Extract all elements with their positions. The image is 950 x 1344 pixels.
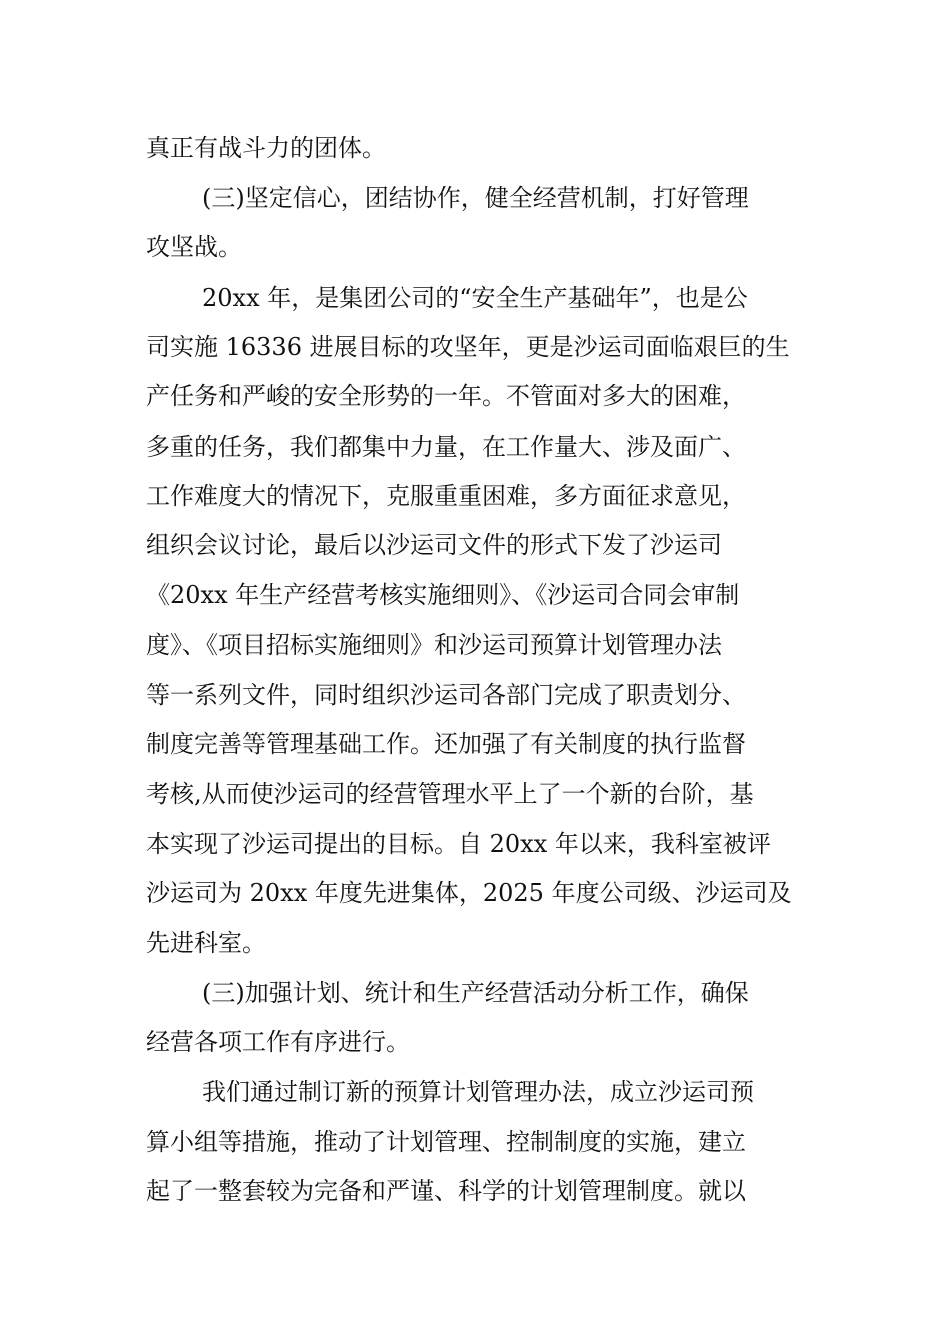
text-line: 真正有战斗力的团体。 [146,134,386,162]
section-heading-line: 攻坚战。 [146,233,242,261]
text-line: 司实施 16336 进展目标的攻坚年，更是沙运司面临艰巨的生 [146,333,790,361]
text-line: 度》、《项目招标实施细则》和沙运司预算计划管理办法 [146,631,722,659]
text-line: 先进科室。 [146,929,266,957]
text-line: 20xx 年，是集团公司的“安全生产基础年”，也是公 [202,284,748,312]
text-line: 组织会议讨论，最后以沙运司文件的形式下发了沙运司 [146,531,722,559]
text-line: 起了一整套较为完备和严谨、科学的计划管理制度。就以 [146,1177,746,1205]
text-line: 产任务和严峻的安全形势的一年。不管面对多大的困难， [146,382,746,410]
text-line: 沙运司为 20xx 年度先进集体，2025 年度公司级、沙运司及 [146,879,792,907]
text-line: 本实现了沙运司提出的目标。自 20xx 年以来，我科室被评 [146,830,771,858]
text-line: 算小组等措施，推动了计划管理、控制制度的实施，建立 [146,1128,746,1156]
text-line: 工作难度大的情况下，克服重重困难，多方面征求意见， [146,482,746,510]
text-line: 我们通过制订新的预算计划管理办法，成立沙运司预 [202,1078,754,1106]
section-heading-line: (三)加强计划、统计和生产经营活动分析工作，确保 [202,979,749,1007]
text-line: 多重的任务，我们都集中力量，在工作量大、涉及面广、 [146,433,746,461]
section-heading-line: (三)坚定信心，团结协作，健全经营机制，打好管理 [202,184,749,212]
text-line: 等一系列文件，同时组织沙运司各部门完成了职责划分、 [146,681,746,709]
text-line: 考核,从而使沙运司的经营管理水平上了一个新的台阶，基 [146,780,754,808]
text-line: 制度完善等管理基础工作。还加强了有关制度的执行监督 [146,730,746,758]
text-line: 《20xx 年生产经营考核实施细则》、《沙运司合同会审制 [146,581,740,609]
section-heading-line: 经营各项工作有序进行。 [146,1028,410,1056]
